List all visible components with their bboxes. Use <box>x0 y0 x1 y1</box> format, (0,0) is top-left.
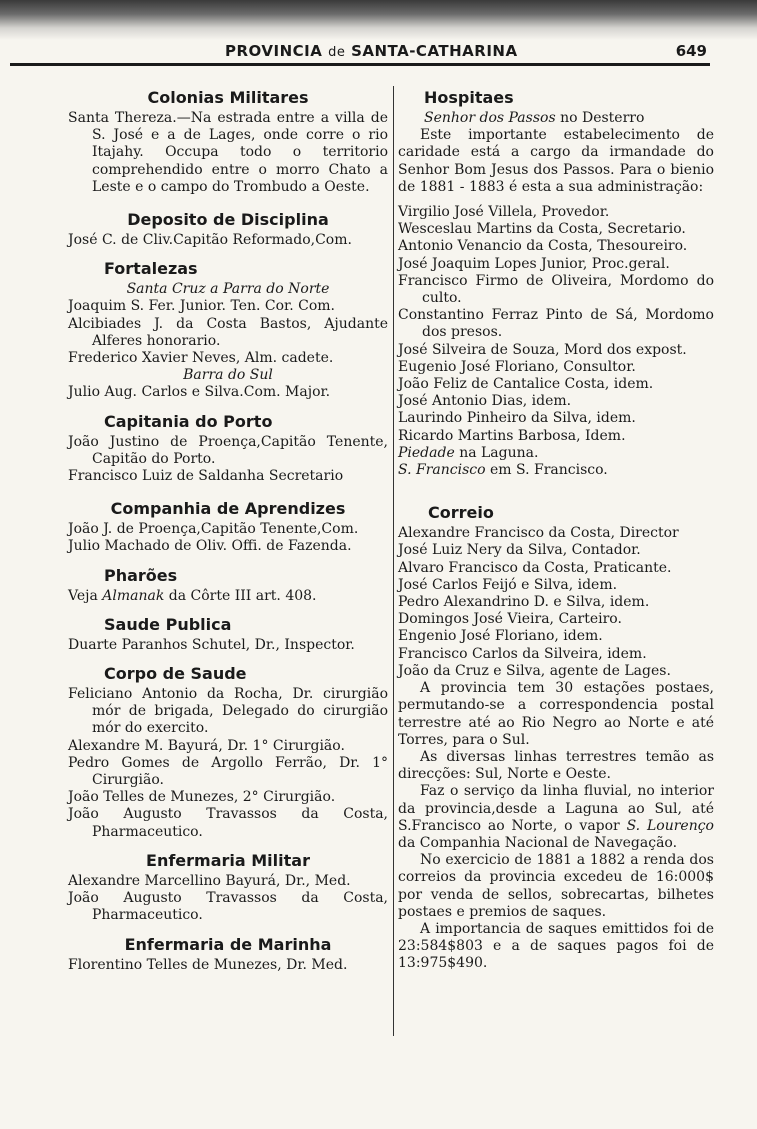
heading-colonias: Colonias Militares <box>147 88 309 107</box>
colonias-body: Santa Thereza.—Na estrada entre a villa de S. José e a de Lages, onde corre o rio Itajahy. Occupa todo o territorio comprehendido entre o morro Chato a Leste e o campo do Trombudo a Oeste. <box>68 110 388 195</box>
hospitaes-body: Este importante estabelecimento de caridade está a cargo da irmandade do Senhor Bom Jesus dos Passos. Para o bienio de 1881 - 1883 é esta a sua administração: <box>398 127 714 195</box>
correio-paragraph: As diversas linhas terrestres temão as direcções: Sul, Norte e Oeste. <box>398 748 714 783</box>
correio-paragraph: A importancia de saques emittidos foi de 23:584$803 e a de saques pagos foi de 13:975$490. <box>398 920 714 972</box>
hospitaes-sub-italic: Senhor dos Passos <box>424 110 556 126</box>
correio-line: Alexandre Francisco da Costa, Director <box>398 525 679 542</box>
heading-deposito: Deposito de Disciplina <box>127 210 329 230</box>
fortalezas-line: Alcibiades J. da Costa Bastos, Ajudante Alferes honorario. <box>68 315 388 349</box>
hospital-piedade <box>398 445 714 462</box>
correio-line: Engenio José Floriano, idem. <box>398 628 603 645</box>
hospitaes-line: Antonio Venancio da Costa, Thesoureiro. <box>398 238 688 255</box>
section-colonias <box>68 88 388 196</box>
header-rule <box>10 63 710 66</box>
correio-p3-text: da Companhia Nacional de Navegação. <box>398 834 678 851</box>
correio-line: Francisco Carlos da Silveira, idem. <box>398 645 647 662</box>
capitania-line: João Justino de Proença,Capitão Tenente, Capitão do Porto. <box>68 433 388 467</box>
fortalezas-line: Joaquim S. Fer. Junior. Ten. Cor. Com. <box>68 298 335 315</box>
column-divider <box>393 86 394 1036</box>
page-header <box>0 0 757 66</box>
heading-enf-marinha: Enfermaria de Marinha <box>124 934 332 954</box>
correio-line: João da Cruz e Silva, agente de Lages. <box>398 662 671 679</box>
hospitaes-sub-rest: no Desterro <box>555 110 645 126</box>
heading-correio: Correio <box>428 503 494 523</box>
heading-aprendizes: Companhia de Aprendizes <box>110 499 346 519</box>
aprendizes-line: Julio Machado de Oliv. Offi. de Fazenda. <box>68 538 352 555</box>
fortalezas-line: Julio Aug. Carlos e Silva.Com. Major. <box>68 384 331 401</box>
hospitaes-line: Ricardo Martins Barbosa, Idem. <box>398 427 626 444</box>
hospital-sfrancisco <box>398 462 714 479</box>
sfrancisco-rest: em S. Francisco. <box>485 462 608 479</box>
corpo-line: João Telles de Munezes, 2° Cirurgião. <box>68 789 336 806</box>
hospitaes-sub <box>398 110 714 127</box>
heading-hospitaes: Hospitaes <box>424 88 514 107</box>
correio-line: Domingos José Vieira, Carteiro. <box>398 611 622 628</box>
hospitaes-line: Constantino Ferraz Pinto de Sá, Mordomo dos presos. <box>398 307 714 341</box>
corpo-line: João Augusto Travassos da Costa, Pharmaceutico. <box>68 806 388 840</box>
hospitaes-line: Francisco Firmo de Oliveira, Mordomo do culto. <box>398 272 714 307</box>
enf-marinha-line: Florentino Telles de Munezes, Dr. Med. <box>68 956 348 973</box>
heading-capitania: Capitania do Porto <box>104 411 273 431</box>
section-enf-militar <box>68 851 388 925</box>
correio-p3-text: Faz o serviço da linha fluvial, no interior da provincia,desde a Laguna ao Sul, até S.Francisco ao Norte, o vapor <box>398 783 714 834</box>
correio-line: Alvaro Francisco da Costa, Praticante. <box>398 559 672 576</box>
hospitaes-line: João Feliz de Cantalice Costa, idem. <box>398 376 654 393</box>
correio-line: Pedro Alexandrino D. e Silva, idem. <box>398 594 650 611</box>
sfrancisco-italic: Francisco <box>416 462 486 479</box>
piedade-rest: na Laguna. <box>454 444 539 461</box>
section-aprendizes <box>68 499 388 555</box>
corpo-line: Alexandre M. Bayurá, Dr. 1° Cirurgião. <box>68 737 345 754</box>
pharoes-text: da Côrte III art. 408. <box>164 587 317 604</box>
page-number: 649 <box>675 42 707 60</box>
fortalezas-line: Frederico Xavier Neves, Alm. cadete. <box>68 350 334 367</box>
correio-line: José Carlos Feijó e Silva, idem. <box>398 576 618 593</box>
deposito-line: José C. de Cliv.Capitão Reformado,Com. <box>68 232 352 249</box>
correio-paragraph: No exercicio de 1881 a 1882 a renda dos correios da provincia excedeu de 16:000$ por venda de sellos, sobrecartas, bilhetes postaes e premios de saques. <box>398 852 714 920</box>
section-pharoes <box>68 566 388 605</box>
hospitaes-line: José Joaquim Lopes Junior, Proc.geral. <box>398 255 670 272</box>
pharoes-line <box>68 588 388 605</box>
capitania-line: Francisco Luiz de Saldanha Secretario <box>68 468 344 485</box>
scan-edge-noise <box>0 0 757 40</box>
hospitaes-line: Wesceslau Martins da Costa, Secretario. <box>398 221 686 238</box>
correio-p3-vapor: S. Lourenço <box>626 817 714 834</box>
enf-militar-line: Alexandre Marcellino Bayurá, Dr., Med. <box>68 872 351 889</box>
section-fortalezas <box>68 259 388 401</box>
heading-enf-militar: Enfermaria Militar <box>146 850 310 870</box>
running-title-name: SANTA-CATHARINA <box>351 42 518 60</box>
running-title-province: PROVINCIA <box>225 42 323 60</box>
right-column <box>398 88 714 973</box>
saude-line: Duarte Paranhos Schutel, Dr., Inspector. <box>68 636 355 653</box>
aprendizes-line: João J. de Proença,Capitão Tenente,Com. <box>68 521 359 538</box>
section-deposito <box>68 210 388 249</box>
piedade-italic: Piedade <box>398 444 455 461</box>
hospitaes-line: José Antonio Dias, idem. <box>398 393 572 410</box>
correio-paragraph: A provincia tem 30 estações postaes, permutando-se a correspondencia postal terrestre até ao Rio Negro ao Norte e até Torres, para o Sul. <box>398 680 714 748</box>
hospitaes-line: Laurindo Pinheiro da Silva, idem. <box>398 410 636 427</box>
enf-militar-line: João Augusto Travassos da Costa, Pharmaceutico. <box>68 890 388 924</box>
heading-saude: Saude Publica <box>104 614 232 634</box>
fortalezas-sub1: Santa Cruz a Parra do Norte <box>126 281 330 298</box>
heading-fortalezas: Fortalezas <box>104 259 198 279</box>
section-corpo <box>68 664 388 841</box>
pharoes-almanak: Almanak <box>102 587 165 604</box>
section-capitania <box>68 412 388 486</box>
corpo-line: Feliciano Antonio da Rocha, Dr. cirurgião mór de brigada, Delegado do cirurgião mór do exercito. <box>68 686 388 737</box>
heading-corpo: Corpo de Saude <box>104 664 247 684</box>
heading-pharoes: Pharões <box>104 565 178 585</box>
fortalezas-sub2: Barra do Sul <box>183 367 273 384</box>
running-title <box>225 42 518 60</box>
hospitaes-line: Virgilio José Villela, Provedor. <box>398 204 610 221</box>
hospitaes-line: José Silveira de Souza, Mord dos expost. <box>398 341 687 358</box>
corpo-line: Pedro Gomes de Argollo Ferrão, Dr. 1° Cirurgião. <box>68 754 388 789</box>
running-title-de: de <box>328 45 346 60</box>
section-enf-marinha <box>68 935 388 974</box>
section-hospitaes <box>398 88 714 479</box>
section-saude <box>68 615 388 654</box>
correio-paragraph <box>398 783 714 852</box>
hospitaes-line: Eugenio José Floriano, Consultor. <box>398 358 636 375</box>
correio-line: José Luiz Nery da Silva, Contador. <box>398 542 641 559</box>
pharoes-text: Veja <box>68 587 103 604</box>
left-column <box>68 88 388 974</box>
sfrancisco-pre: S. <box>398 462 416 479</box>
section-correio <box>398 503 714 972</box>
